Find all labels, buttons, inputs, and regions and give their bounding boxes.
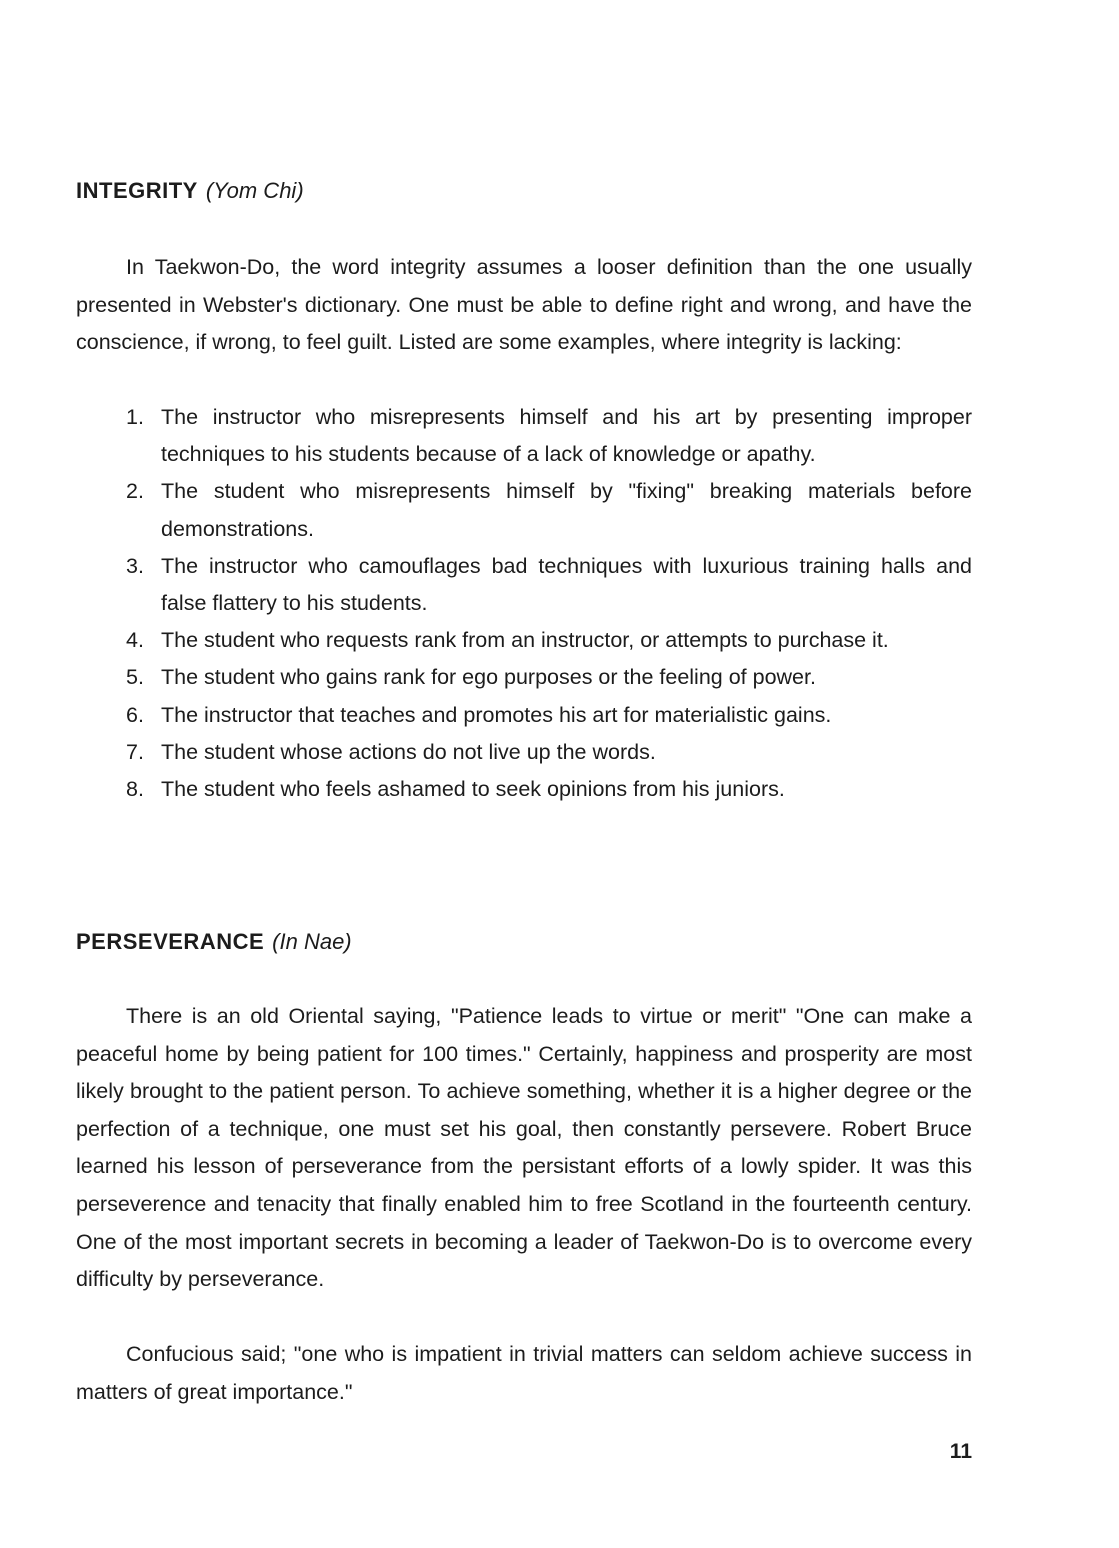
integrity-title: INTEGRITY [76,178,198,203]
list-item-number: 1. [126,405,144,429]
list-item-text: The student who misrepresents himself by "fixing" breaking materials before demonstrations. [161,479,972,541]
list-item-text: The student who requests rank from an instructor, or attempts to purchase it. [161,628,889,653]
page [76,0,972,1548]
list-item [126,548,972,622]
perseverance-heading [76,929,352,955]
perseverance-subtitle: (In Nae) [272,929,352,954]
list-item [126,659,972,696]
perseverance-paragraph-2: Confucious said; "one who is impatient in trivial matters can seldom achieve success in matters of great importance." [76,1342,972,1404]
perseverance-paragraph-1: There is an old Oriental saying, "Patience leads to virtue or merit" "One can make a peaceful home by being patient for 100 times." Certainly, happiness and prosperity are most likely brought to the patient person. To achieve something, whether it is a higher degree or the perfection of a technique, one must set his goal, then constantly persevere. Robert Bruce learned his lesson of perseverance from the persistant efforts of a lowly spider. It was this perseverence and tenacity that finally enabled him to free Scotland in the fourteenth century. One of the most important secrets in becoming a leader of Taekwon-Do is to overcome every difficulty by perseverance. [76,1004,972,1292]
list-item [126,734,972,771]
page-number: 11 [949,1440,972,1463]
list-item [126,622,972,659]
list-item-text: The student whose actions do not live up the words. [161,739,656,764]
integrity-subtitle: (Yom Chi) [205,178,304,203]
list-item [126,697,972,734]
list-item-number: 5. [126,665,144,690]
integrity-list [126,399,972,808]
list-item-text: The student who gains rank for ego purposes or the feeling of power. [161,665,816,690]
perseverance-title: PERSEVERANCE [76,929,265,954]
list-item [126,771,972,808]
integrity-heading [76,178,304,204]
list-item [126,473,972,547]
list-item-text: The student who feels ashamed to seek opinions from his juniors. [161,777,785,802]
list-item-text: The instructor who misrepresents himself and his art by presenting improper techniques to his students because of a lack of knowledge or apathy. [161,405,972,467]
list-item-number: 8. [126,777,144,802]
list-item-text: The instructor who camouflages bad techniques with luxurious training halls and false flattery to his students. [161,553,972,616]
list-item-number: 2. [126,479,144,504]
list-item-number: 4. [126,628,144,653]
integrity-intro: In Taekwon-Do, the word integrity assumes a looser definition than the one usually presented in Webster's dictionary. One must be able to define right and wrong, and have the conscience, if wrong, to feel guilt. Listed are some examples, where integrity is lacking: [76,255,972,355]
list-item-text: The instructor that teaches and promotes his art for materialistic gains. [161,702,832,727]
list-item [126,399,972,473]
list-item-number: 3. [126,553,144,578]
list-item-number: 6. [126,702,144,727]
list-item-number: 7. [126,739,144,764]
